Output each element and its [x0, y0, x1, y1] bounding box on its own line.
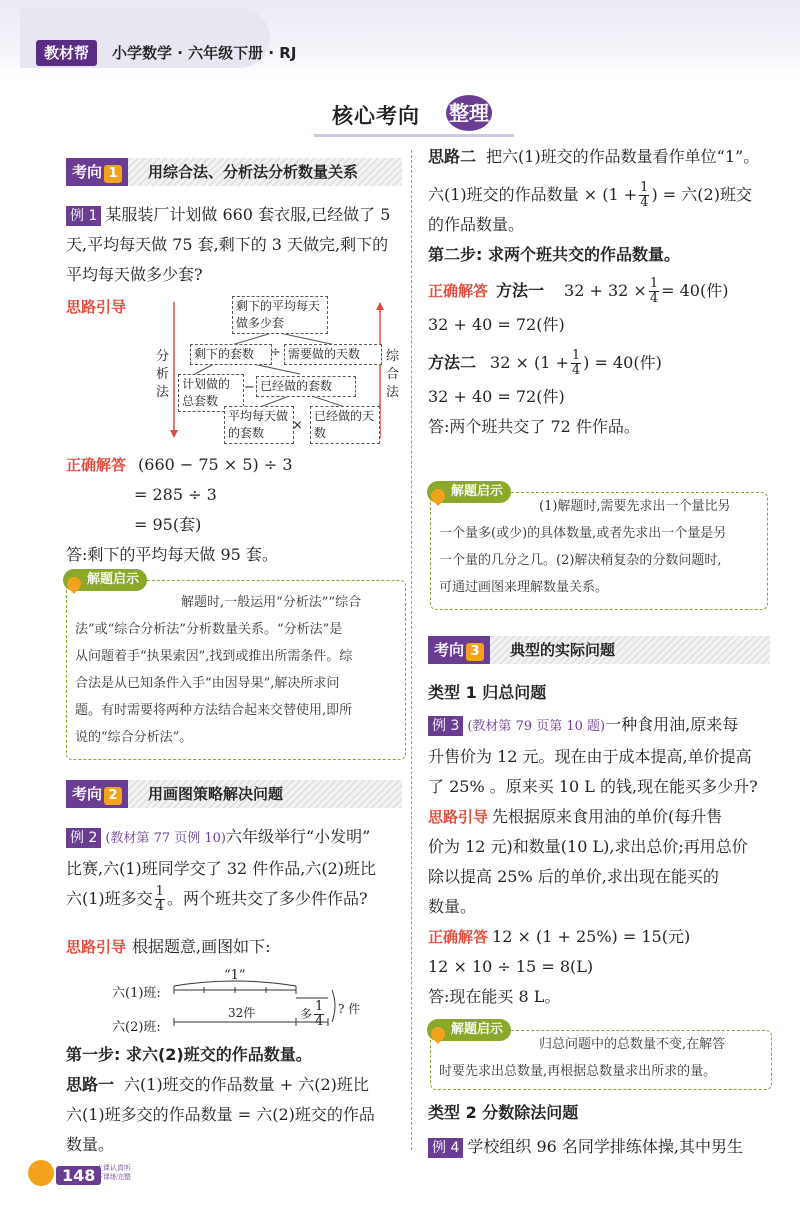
tip-label: 解题启示	[427, 1019, 511, 1041]
example-3-text: 例 3 (教材第 79 页第 10 题)一种食用油,原来每 升售价为 12 元。现在由于成本提高,单价提高 了 25% 。原来买 10 L 的钱,现在能买多少升? 思路引导 先根据原来食用油的单价(每升售 价为 12 元)和数量(10 L),求出总价;再用总价 除以提高 25% 后的单价,求出现在能买的 数量。 正确解答 12 × (1 + 25%) = 15(元) 12 × 10 ÷ 15 = 8(L) 答:现在能买 8 L。	[428, 715, 758, 1006]
example-tag: 例 3	[428, 716, 463, 736]
footer-star-icon	[28, 1160, 54, 1186]
type-1-title: 类型 1 归总问题	[428, 683, 547, 702]
example-2-text: 例 2 (教材第 77 页例 10)六年级举行“小发明” 比赛,六(1)班同学交了 32 件作品,六(2)班比 六(1)班多交 $\frac{1}{4}$ 。两个班共交了多少件作品?	[66, 827, 377, 914]
answer-1: 正确解答 (660 − 75 × 5) ÷ 3 = 285 ÷ 3 = 95(套) 答:剩下的平均每天做 95 套。	[66, 455, 293, 564]
diagram-row2-label: 六(2)班:	[112, 1020, 161, 1035]
diagram-row1-label: 六(1)班:	[112, 986, 161, 1001]
kaoxiang-label: 考向 3	[428, 636, 490, 664]
book-title: 小学数学 · 六年级下册 · RJ	[112, 44, 297, 62]
diagram-count-label: 32件	[228, 1006, 256, 1020]
footer-slogan: 上课认真听 下课练完整	[96, 1164, 131, 1181]
tree-op-minus: −	[244, 380, 255, 395]
section-badge: 整理	[446, 95, 492, 131]
type-2-title: 类型 2 分数除法问题	[428, 1103, 579, 1122]
synthesis-method-label: 综合法	[386, 349, 400, 400]
example-tag: 例 4	[428, 1138, 463, 1158]
guide-label: 思路引导	[66, 298, 127, 316]
analysis-method-label: 分析法	[156, 349, 170, 400]
tree-op-divide: ÷	[270, 345, 281, 360]
answer-label: 正确解答	[428, 928, 489, 946]
tree-node-remaining-sets: 剩下的套数	[190, 344, 272, 365]
example-4-text: 例 4 学校组织 96 名同学排练体操,其中男生	[428, 1132, 778, 1162]
tip-label: 解题启示	[427, 481, 511, 503]
tip-label: 解题启示	[63, 569, 147, 591]
tip-box-3: 解题启示 归总问题中的总数量不变,在解答 时要先求出总数量,再根据总数量求出所求的量。	[430, 1030, 772, 1090]
guide-label: 思路引导	[66, 938, 127, 956]
guide-label: 思路引导	[428, 808, 489, 826]
brand-label: 教材帮	[36, 40, 97, 66]
tip-box-1: 解题启示 解题时,一般运用“分析法”“综合 法”或“综合分析法”分析数量关系。“分析法”是 从问题着手“执果索因”,找到或推出所需条件。综 合法是从已知条件入手“由因导果”,解决所求问 题。有时需要将两种方法结合起来交替使用,即所 说的“综合分析法”。	[66, 580, 406, 760]
right-solution-2: 思路二 把六(1)班交的作品数量看作单位“1”。 六(1)班交的作品数量 × (1 + $\frac{1}{4}$ ) = 六(2)班交 的作品数量。 第二步: 求两个班共交的作品数量。 正确解答 方法一 32 + 32 × $\frac{1}{4}$ = 40(件) 32 + 40 = 72(件) 方法二 32 × (1 + $\frac{1}{4}$ ) = 40(件) 32 + 40 = 72(件) 答:两个班共交了 72 件作品。	[428, 147, 760, 436]
kaoxiang-1-header	[66, 158, 402, 186]
kaoxiang-label: 考向 2	[66, 780, 128, 808]
answer-label: 正确解答	[428, 282, 489, 300]
guide-2: 思路引导 根据题意,画图如下:	[66, 937, 271, 956]
diagram-unit-label: “1”	[224, 968, 246, 983]
section-underline	[314, 134, 514, 137]
tree-node-done-sets: 已经做的套数	[256, 376, 356, 397]
page-number: 148	[56, 1166, 101, 1185]
kaoxiang-2-header	[66, 780, 402, 808]
kaoxiang-title: 典型的实际问题	[510, 641, 616, 659]
example-tag: 例 1	[66, 206, 101, 226]
answer-label: 正确解答	[66, 456, 127, 474]
kaoxiang-title: 用画图策略解决问题	[148, 785, 284, 803]
tree-node-target: 剩下的平均每天做多少套	[232, 296, 328, 334]
diagram-more-label: 多 $\frac{1}{4}$	[300, 999, 324, 1029]
example-tag: 例 2	[66, 828, 101, 848]
diagram-question-label: ? 件	[338, 1002, 361, 1016]
tree-node-planned-total: 计划做的总套数	[178, 374, 244, 412]
kaoxiang-label: 考向 1	[66, 158, 128, 186]
tip-box-2: 解题启示 (1)解题时,需要先求出一个量比另 一个量多(或少)的具体数量,或者先求出一个量是另 一个量的几分之几。(2)解决稍复杂的分数问题时, 可通过画图来理解数量关系。	[430, 492, 768, 610]
tree-node-days-needed: 需要做的天数	[284, 344, 382, 365]
example-1-text: 例 1 某服装厂计划做 660 套衣服,已经做了 5 天,平均每天做 75 套,剩下的 3 天做完,剩下的 平均每天做多少套?	[66, 205, 391, 284]
tree-node-daily-sets: 平均每天做的套数	[224, 406, 294, 444]
tree-node-done-days: 已经做的天数	[310, 406, 380, 444]
section-title: 核心考向	[332, 104, 420, 128]
kaoxiang-title: 用综合法、分析法分析数量关系	[148, 163, 359, 181]
kaoxiang-3-header	[428, 636, 770, 664]
tree-op-times: ×	[292, 418, 303, 433]
column-divider	[411, 150, 413, 1150]
example-2-steps: 第一步: 求六(2)班交的作品数量。 思路一 六(1)班交的作品数量 + 六(2)班比 六(1)班多交的作品数量 = 六(2)班交的作品 数量。	[66, 1045, 375, 1154]
